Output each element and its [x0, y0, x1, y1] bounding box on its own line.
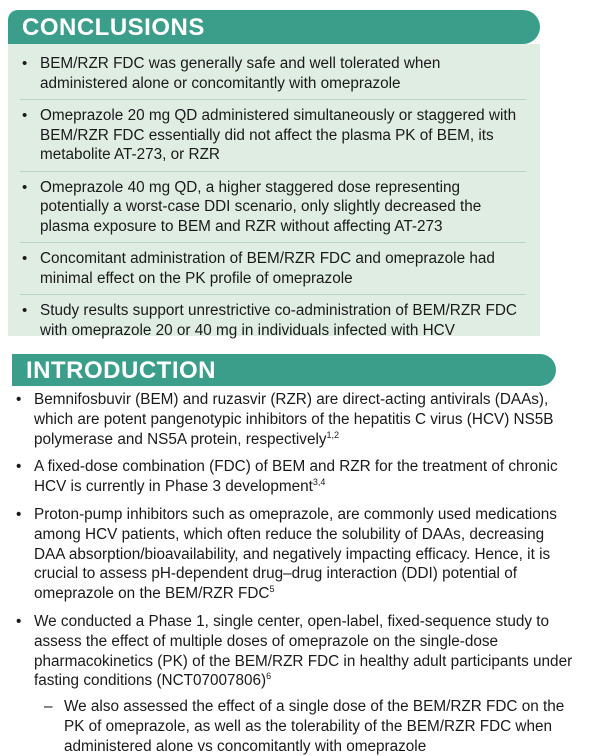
introduction-subitem: [34, 697, 574, 756]
conclusion-text: BEM/RZR FDC was generally safe and well tolerated when administered alone or concomitantly with omeprazole: [40, 55, 441, 92]
bullet-icon: •: [16, 458, 22, 476]
bullet-icon: •: [22, 302, 28, 319]
reference-superscript: 3,4: [312, 477, 326, 488]
conclusion-item: [20, 106, 526, 172]
introduction-subitem-text: We also assessed the effect of a single dose of the BEM/RZR FDC on the PK of omeprazole, as well as the tolerability of the BEM/RZR FDC when administered alone vs concomitantly with omeprazole: [64, 698, 565, 755]
introduction-body: [14, 390, 574, 756]
reference-superscript: 6: [266, 671, 272, 682]
reference-superscript: 5: [269, 584, 275, 595]
conclusion-item: [20, 178, 526, 244]
introduction-list: [14, 390, 574, 756]
conclusion-item: [20, 301, 526, 346]
conclusion-text: Concomitant administration of BEM/RZR FDC and omeprazole had minimal effect on the PK profile of omeprazole: [40, 250, 495, 287]
conclusion-text: Study results support unrestrictive co-administration of BEM/RZR FDC with omeprazole 20 or 40 mg in individuals infected with HCV: [40, 302, 517, 339]
conclusion-text: Omeprazole 20 mg QD administered simultaneously or staggered with BEM/RZR FDC essentially did not affect the plasma PK of BEM, its metabolite AT-273, or RZR: [40, 107, 517, 163]
bullet-icon: •: [22, 55, 28, 72]
introduction-item: [14, 457, 574, 497]
introduction-item: [14, 505, 574, 604]
introduction-text: We conducted a Phase 1, single center, open-label, fixed-sequence study to assess the effect of multiple doses of omeprazole on the single-dose pharmacokinetics (PK) of the BEM/RZR FDC in healthy adult participants under fasting conditions (NCT07007806): [34, 612, 573, 690]
bullet-icon: •: [16, 505, 22, 523]
dash-icon: –: [44, 698, 53, 716]
conclusions-title: CONCLUSIONS: [22, 14, 205, 41]
introduction-header: [12, 354, 556, 386]
bullet-icon: •: [22, 250, 28, 267]
introduction-text: Proton-pump inhibitors such as omeprazole, are commonly used medications among HCV patients, which often reduce the solubility of DAAs, decreasing DAA absorption/bioavailability, and negatively impacting efficacy. Hence, it is crucial to assess pH-dependent drug–drug interaction (DDI) potential of omeprazole on the BEM/RZR FDC: [34, 505, 557, 603]
introduction-title: INTRODUCTION: [26, 357, 216, 384]
reference-superscript: 1,2: [326, 429, 340, 440]
conclusions-header: [8, 10, 540, 44]
introduction-text: A fixed-dose combination (FDC) of BEM and RZR for the treatment of chronic HCV is currently in Phase 3 development: [34, 458, 558, 496]
bullet-icon: •: [16, 391, 22, 408]
conclusion-item: [20, 54, 526, 100]
conclusion-item: [20, 249, 526, 295]
conclusions-panel: [8, 44, 540, 339]
introduction-item: [14, 390, 574, 449]
introduction-item: [14, 612, 574, 756]
bullet-icon: •: [22, 107, 28, 124]
conclusions-list: [8, 44, 540, 346]
bullet-icon: •: [16, 612, 22, 630]
conclusion-text: Omeprazole 40 mg QD, a higher staggered dose representing potentially a worst-case DDI scenario, only slightly decreased the plasma exposure to BEM and RZR without affecting AT-273: [40, 178, 482, 235]
introduction-text: Bemnifosbuvir (BEM) and ruzasvir (RZR) are direct-acting antivirals (DAAs), which are potent pangenotypic inhibitors of the hepatitis C virus (HCV) NS5B polymerase and NS5A protein, respectively: [34, 391, 554, 448]
bullet-icon: •: [22, 178, 28, 196]
